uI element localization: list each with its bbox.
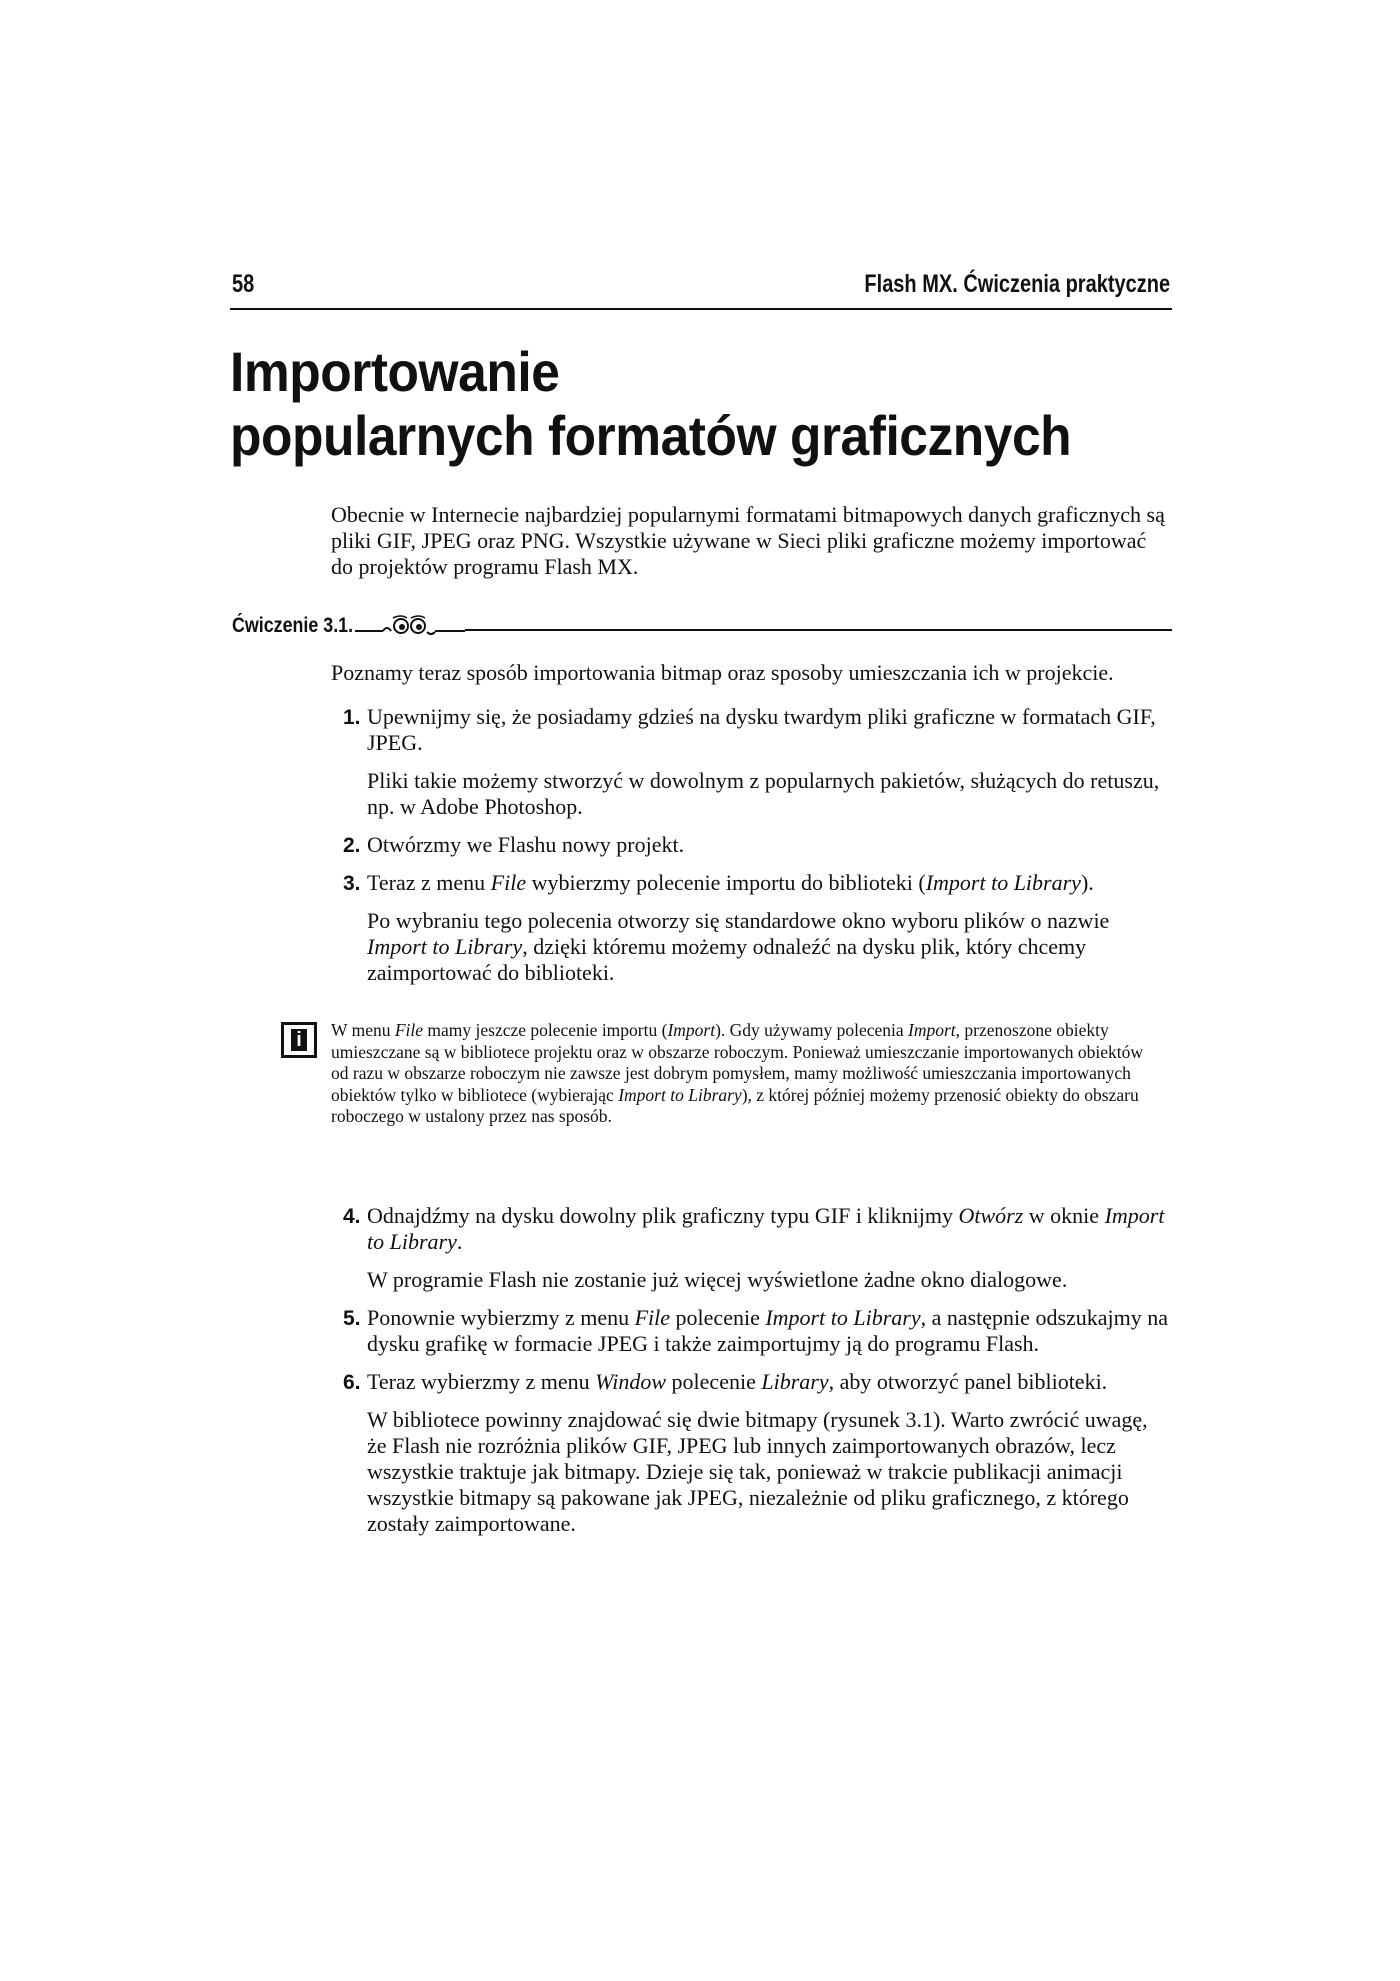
exercise-intro: Poznamy teraz sposób importowania bitmap oraz sposoby umieszczania ich w projekcie. [331,660,1114,685]
step-6-note: W bibliotece powinny znajdować się dwie bitmapy (rysunek 3.1). Warto zwrócić uwagę, że Flash nie rozróżnia plików GIF, JPEG lub innych zaimportowanych obrazów, lecz wszystkie traktuje jak bitmapy. Dzieje się tak, ponieważ w trakcie publikacji animacji wszystkie bitmapy są pakowane jak JPEG, niezależnie od pliku graficznego, z którego zostały zaimportowane. [367,1407,1148,1536]
steps-list-continued [331,1203,1171,1549]
text-run: w oknie [1023,1203,1105,1228]
step-number: 2. [343,834,361,857]
info-icon [281,1022,317,1058]
italic-run: Import to Library [367,934,523,959]
text-run: polecenie [670,1305,766,1330]
step-1 [331,704,1171,756]
text-run: ). Gdy używamy polecenia [715,1020,909,1040]
eyes-ornament-icon [355,612,465,642]
step-text [367,870,1094,895]
text-run: . [456,1229,463,1254]
step-text [367,1305,1168,1356]
italic-run: Import to Library [765,1305,921,1330]
step-text [367,1203,1164,1254]
step-text: Otwórzmy we Flashu nowy projekt. [367,832,685,857]
text-run: , aby otworzyć panel biblioteki. [828,1369,1108,1394]
italic-run: Window [595,1369,667,1394]
step-text: Upewnijmy się, że posiadamy gdzieś na dysku twardym pliki graficzne w formatach GIF, JPEG. [367,704,1156,755]
text-run: Teraz wybierzmy z menu [367,1369,596,1394]
text-run: ), z której później możemy przenosić obiekty do obszaru roboczego w ustalony przez nas sposób. [331,1084,1139,1126]
text-run: Ponownie wybierzmy z menu [367,1305,635,1330]
exercise-label: Ćwiczenie 3.1. [232,614,354,637]
italic-run: Import to Library [925,870,1081,895]
italic-run: File [394,1020,424,1040]
step-1-note: Pliki takie możemy stworzyć w dowolnym z popularnych pakietów, służących do retuszu, np. w Adobe Photoshop. [367,768,1160,819]
text-run: Po wybraniu tego polecenia otworzy się standardowe okno wyboru plików o nazwie [367,908,1110,933]
step-4-note: W programie Flash nie zostanie już więcej wyświetlone żadne okno dialogowe. [367,1267,1068,1292]
step-number: 1. [343,706,361,729]
intro-paragraph: Obecnie w Internecie najbardziej popularnymi formatami bitmapowych danych graficznych są pliki GIF, JPEG oraz PNG. Wszystkie używane w Sieci pliki graficzne możemy importować do projektów programu Flash MX. [331,502,1165,579]
step-number: 3. [343,872,361,895]
text-run: Odnajdźmy na dysku dowolny plik graficzny typu GIF i kliknijmy [367,1203,959,1228]
italic-run: Import to Library [367,1203,1165,1254]
info-note [331,1020,1151,1128]
running-head [230,268,1172,310]
italic-run: File [634,1305,671,1330]
step-2 [331,832,1171,858]
text-run: , przenoszone obiekty umieszczane są w bibliotece projektu oraz w obszarze roboczym. Ponieważ umieszczanie importowanych obiektów od razu w obszarze roboczym nie zawsze jest dobrym pomysłem, mamy możliwość umieszczania importowanych obiektów tylko w bibliotece (wybierając [331,1020,1143,1105]
steps-list [331,704,1171,998]
italic-run: File [490,870,527,895]
italic-run: Import to Library [618,1084,742,1105]
info-icon-letter: i [291,1029,307,1051]
page-number: 58 [232,270,255,298]
text-run: ). [1080,870,1094,895]
italic-run: Otwórz [958,1203,1024,1228]
step-5 [331,1305,1171,1357]
step-3-note [331,908,1171,986]
step-3 [331,870,1171,896]
italic-run: Library [761,1369,829,1394]
text-run: Teraz z menu [367,870,491,895]
step-number: 4. [343,1205,361,1228]
step-4 [331,1203,1171,1255]
step-number: 5. [343,1307,361,1330]
text-run: wybierzmy polecenie importu do biblioteki ( [526,870,926,895]
exercise-rule [465,629,1172,631]
step-number: 6. [343,1371,361,1394]
step-text [367,1369,1107,1394]
text-run: polecenie [666,1369,762,1394]
chapter-heading-line-1: Importowanie [230,340,560,403]
chapter-heading [230,340,1150,468]
exercise-header [230,612,1172,642]
chapter-heading-line-2: popularnych formatów graficznych [230,404,1072,467]
step-6 [331,1369,1171,1395]
text-run: mamy jeszcze polecenie importu ( [423,1020,668,1040]
text-run: , a następnie odszukajmy na dysku grafikę w formacie JPEG i także zaimportujmy ją do programu Flash. [367,1305,1169,1356]
italic-run: Import [667,1020,716,1040]
book-title: Flash MX. Ćwiczenia praktyczne [864,270,1170,298]
text-run: W menu [331,1020,395,1040]
text-run: , dzięki któremu możemy odnaleźć na dysku plik, który chcemy zaimportować do biblioteki. [367,934,1087,985]
italic-run: Import [908,1020,956,1040]
